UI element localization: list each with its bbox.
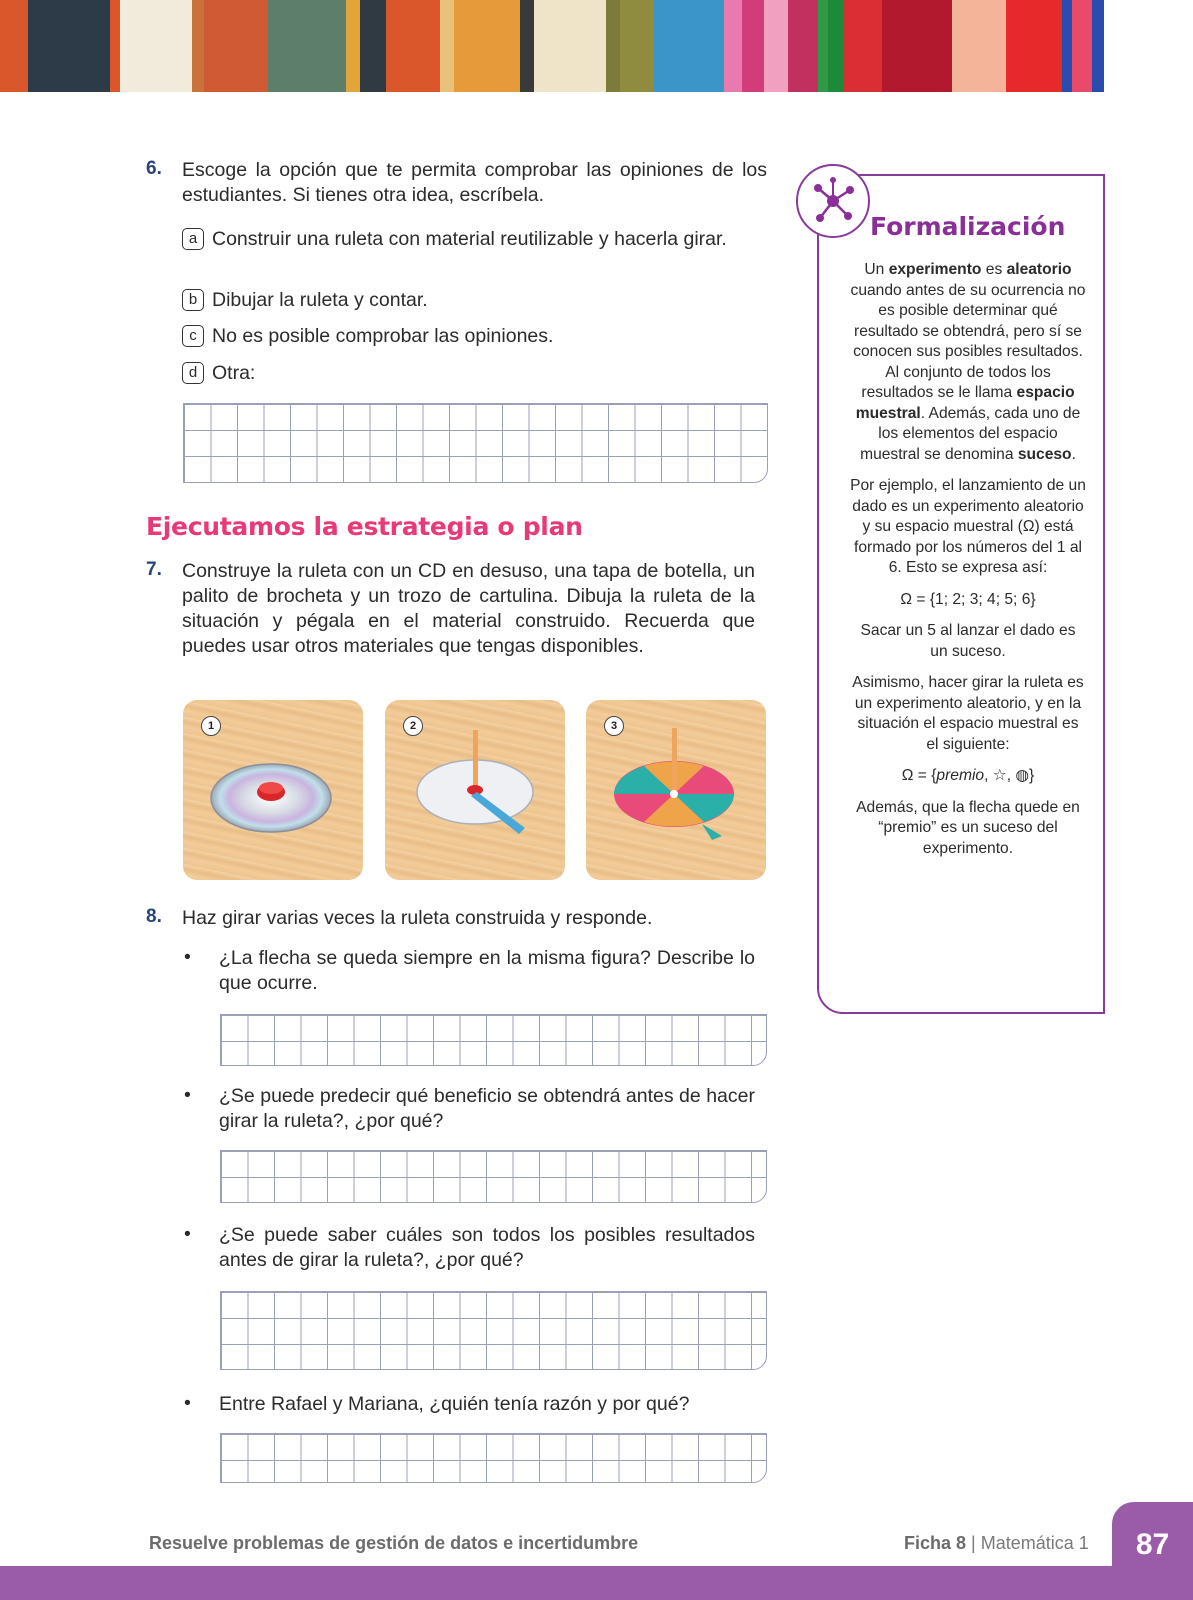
formula-dice: Ω = {1; 2; 3; 4; 5; 6} xyxy=(900,590,1036,608)
molecule-icon xyxy=(798,166,868,236)
option-d-letter: d xyxy=(182,362,204,384)
cd-arrow-icon xyxy=(385,700,565,880)
option-b-letter: b xyxy=(182,289,204,311)
textile-banner xyxy=(0,0,1193,92)
formalization-text xyxy=(850,260,1086,870)
photo-finished-roulette xyxy=(586,700,766,880)
q8-question-2: ¿Se puede predecir qué beneficio se obtendrá antes de hacer girar la ruleta?, ¿por qué? xyxy=(219,1085,755,1132)
roulette-paragraph: Asimismo, hacer girar la ruleta es un experimento aleatorio, y en la situación el espacio muestral es el siguiente: xyxy=(852,674,1084,753)
option-a[interactable] xyxy=(182,227,767,251)
example-paragraph: Por ejemplo, el lanzamiento de un dado es un experimento aleatorio y su espacio muestral (Ω) está formado por los números del 1 al 6. Esto se expresa así: xyxy=(850,477,1086,576)
bullet-dot-4: • xyxy=(184,1392,191,1414)
footer-competency: Resuelve problemas de gestión de datos e incertidumbre xyxy=(149,1533,639,1553)
option-b[interactable] xyxy=(182,288,428,312)
roulette-icon xyxy=(586,700,766,880)
option-a-text: Construir una ruleta con material reutilizable y hacerla girar. xyxy=(212,228,727,250)
photo-number-3: 3 xyxy=(604,716,624,736)
question-7-number: 7. xyxy=(146,559,162,580)
option-c[interactable] xyxy=(182,324,553,348)
definition-paragraph: Un experimento es aleatorio cuando antes de su ocurrencia no es posible determinar qué resultado se obtendrá, pero sí se conocen sus posibles resultados. Al conjunto de todos los resultados se le llama espacio muestral. Además, cada uno de los elementos del espacio muestral se denomina suceso. xyxy=(850,261,1086,463)
bullet-dot-3: • xyxy=(184,1223,191,1245)
q8-question-4: Entre Rafael y Mariana, ¿quién tenía razón y por qué? xyxy=(219,1393,690,1415)
answer-grid-q8-3[interactable] xyxy=(220,1291,767,1370)
formalization-title: Formalización xyxy=(870,212,1066,241)
option-b-text: Dibujar la ruleta y contar. xyxy=(212,289,428,311)
photo-cd-with-cap xyxy=(183,700,363,880)
question-8-number: 8. xyxy=(146,906,162,927)
q8-question-3: ¿Se puede saber cuáles son todos los posibles resultados antes de girar la ruleta?, ¿por qué? xyxy=(219,1224,755,1271)
formalization-badge xyxy=(796,164,870,238)
dice-event-paragraph: Sacar un 5 al lanzar el dado es un suceso. xyxy=(860,622,1076,660)
bullet-dot-2: • xyxy=(184,1084,191,1106)
section-title: Ejecutamos la estrategia o plan xyxy=(146,512,583,541)
footer-bar xyxy=(0,1566,1193,1600)
question-6-text: Escoge la opción que te permita comprobar las opiniones de los estudiantes. Si tienes otra idea, escríbela. xyxy=(182,159,767,206)
option-c-letter: c xyxy=(182,325,204,347)
page-number: 87 xyxy=(1135,1528,1170,1561)
option-a-letter: a xyxy=(182,228,204,250)
formula-roulette: Ω = {premio, ☆, ◍} xyxy=(901,767,1035,784)
roulette-event-paragraph: Además, que la flecha quede en “premio” es un suceso del experimento. xyxy=(856,798,1080,857)
bullet-dot-1: • xyxy=(184,946,191,968)
footer-ficha: Ficha 8 | Matemática 1 xyxy=(904,1533,1089,1553)
option-c-text: No es posible comprobar las opiniones. xyxy=(212,325,554,347)
photo-number-2: 2 xyxy=(403,716,423,736)
option-d-text: Otra: xyxy=(212,362,256,384)
answer-grid-q8-1[interactable] xyxy=(220,1014,767,1066)
question-8-text: Haz girar varias veces la ruleta construida y responde. xyxy=(182,907,653,929)
photo-number-1: 1 xyxy=(201,716,221,736)
answer-grid-q6[interactable] xyxy=(183,403,768,483)
question-6-number: 6. xyxy=(146,158,162,179)
answer-grid-q8-2[interactable] xyxy=(220,1150,767,1203)
cd-icon xyxy=(183,700,363,880)
answer-grid-q8-4[interactable] xyxy=(220,1433,767,1483)
q8-question-1: ¿La flecha se queda siempre en la misma figura? Describe lo que ocurre. xyxy=(219,947,755,994)
question-7-text: Construye la ruleta con un CD en desuso, una tapa de botella, un palito de brocheta y un trozo de cartulina. Dibuja la ruleta de la situación y pégala en el material construido. Recuerda que puedes usar otros materiales que tengas disponibles. xyxy=(182,560,755,657)
photo-cd-with-stick-arrow xyxy=(385,700,565,880)
option-d[interactable] xyxy=(182,361,255,385)
